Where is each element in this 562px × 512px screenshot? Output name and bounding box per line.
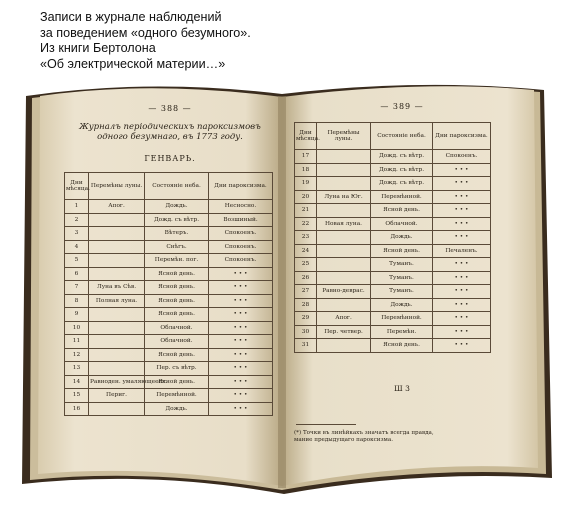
cell-sky: Ясной день. xyxy=(371,339,433,353)
cell-day: 22 xyxy=(295,217,317,231)
footnote-rule xyxy=(296,424,356,425)
table-row xyxy=(65,375,273,389)
table-row xyxy=(295,190,491,204)
cell-sky: Облачной. xyxy=(371,217,433,231)
cell-day: 26 xyxy=(295,271,317,285)
caption-line-1: Записи в журнале наблюдений xyxy=(40,10,222,24)
cell-paroxysm: • • • xyxy=(433,339,491,353)
cell-moon xyxy=(89,240,145,254)
page-number: — 388 — xyxy=(148,104,192,113)
cell-moon xyxy=(317,244,371,258)
cell-moon xyxy=(317,231,371,245)
cell-sky: Ясной день. xyxy=(145,308,209,322)
table-row xyxy=(295,298,491,312)
cell-moon: Апог. xyxy=(89,200,145,214)
cell-day: 7 xyxy=(65,281,89,295)
cell-paroxysm: • • • xyxy=(433,325,491,339)
cell-paroxysm: • • • xyxy=(209,321,273,335)
cell-paroxysm: • • • xyxy=(433,285,491,299)
cell-moon xyxy=(89,335,145,349)
cell-day: 1 xyxy=(65,200,89,214)
cell-day: 31 xyxy=(295,339,317,353)
cell-sky: Дожд. съ вѣтр. xyxy=(145,213,209,227)
cell-moon xyxy=(89,267,145,281)
cell-sky: Дожд. съ вѣтр. xyxy=(371,177,433,191)
cell-day: 11 xyxy=(65,335,89,349)
cell-paroxysm: Возшиный. xyxy=(209,213,273,227)
cell-sky: Дождь. xyxy=(145,402,209,416)
cell-moon xyxy=(89,362,145,376)
cell-moon xyxy=(317,258,371,272)
cell-sky: Ясной день. xyxy=(371,244,433,258)
table-row xyxy=(65,308,273,322)
cell-moon xyxy=(317,271,371,285)
cell-moon xyxy=(317,177,371,191)
cell-moon xyxy=(317,150,371,164)
cell-moon: Периг. xyxy=(89,389,145,403)
cell-sky: Перемѣнной. xyxy=(371,190,433,204)
cell-paroxysm: • • • xyxy=(433,177,491,191)
cell-paroxysm: • • • xyxy=(433,190,491,204)
cell-paroxysm: • • • xyxy=(433,298,491,312)
cell-paroxysm: • • • xyxy=(433,271,491,285)
table-header-row xyxy=(295,123,491,150)
header-moon: Перемѣны луны. xyxy=(89,173,145,200)
footnote-line-2: мание предыдущаго пароксизма. xyxy=(294,437,393,443)
cell-paroxysm: • • • xyxy=(433,204,491,218)
cell-day: 24 xyxy=(295,244,317,258)
cell-day: 29 xyxy=(295,312,317,326)
page-number: — 389 — xyxy=(380,102,424,111)
cell-paroxysm: • • • xyxy=(209,375,273,389)
cell-sky: Ясной день. xyxy=(145,375,209,389)
table-row xyxy=(65,335,273,349)
cell-moon: Пер. четвер. xyxy=(317,325,371,339)
cell-paroxysm: • • • xyxy=(209,294,273,308)
cell-moon: Равноден. умаляющееся. xyxy=(89,375,145,389)
table-row xyxy=(65,281,273,295)
cell-day: 8 xyxy=(65,294,89,308)
cell-day: 18 xyxy=(295,163,317,177)
cell-sky: Дожд. съ вѣтр. xyxy=(371,163,433,177)
cell-sky: Ясной день. xyxy=(145,281,209,295)
table-row xyxy=(295,177,491,191)
cell-paroxysm: • • • xyxy=(433,258,491,272)
cell-moon xyxy=(89,402,145,416)
table-row xyxy=(65,294,273,308)
table-row xyxy=(65,389,273,403)
cell-sky: Вѣтеръ. xyxy=(145,227,209,241)
cell-moon xyxy=(317,163,371,177)
cell-paroxysm: Спокоенъ. xyxy=(209,227,273,241)
table-row xyxy=(295,150,491,164)
table-row xyxy=(65,267,273,281)
cell-moon: Луна въ Сѣв. xyxy=(89,281,145,295)
cell-day: 2 xyxy=(65,213,89,227)
cell-sky: Дождь. xyxy=(371,298,433,312)
signature-mark: Ш 3 xyxy=(394,384,410,393)
header-paroxysm: Дни пароксизма. xyxy=(433,123,491,150)
table-row xyxy=(65,348,273,362)
cell-paroxysm: Спокоенъ. xyxy=(209,254,273,268)
header-day: Дни мѣсяца. xyxy=(65,173,89,200)
table-row xyxy=(65,200,273,214)
table-row xyxy=(295,258,491,272)
table-row xyxy=(65,213,273,227)
cell-moon xyxy=(317,339,371,353)
table-row xyxy=(65,240,273,254)
cell-paroxysm: • • • xyxy=(209,348,273,362)
footnote xyxy=(294,430,494,444)
cell-day: 6 xyxy=(65,267,89,281)
table-row xyxy=(65,362,273,376)
cell-sky: Перемѣнной. xyxy=(371,312,433,326)
table-row xyxy=(65,227,273,241)
cell-moon xyxy=(317,204,371,218)
journal-title xyxy=(60,122,280,142)
month-heading: ГЕНВАРЬ. xyxy=(144,154,196,163)
cell-day: 19 xyxy=(295,177,317,191)
cell-day: 5 xyxy=(65,254,89,268)
cell-moon xyxy=(89,227,145,241)
cell-moon xyxy=(317,298,371,312)
cell-sky: Перемѣн. пог. xyxy=(145,254,209,268)
cell-day: 4 xyxy=(65,240,89,254)
cell-paroxysm: Несносно. xyxy=(209,200,273,214)
cell-day: 3 xyxy=(65,227,89,241)
caption-line-4: «Об электрической материи…» xyxy=(40,56,226,71)
cell-paroxysm: Спокоенъ. xyxy=(209,240,273,254)
cell-paroxysm: • • • xyxy=(209,308,273,322)
cell-paroxysm: Печаленъ. xyxy=(433,244,491,258)
table-row xyxy=(295,271,491,285)
cell-sky: Перемѣн. xyxy=(371,325,433,339)
cell-sky: Облачной. xyxy=(145,335,209,349)
cell-paroxysm: • • • xyxy=(209,267,273,281)
cell-moon: Апог. xyxy=(317,312,371,326)
cell-moon: Полная луна. xyxy=(89,294,145,308)
cell-sky: Облачной. xyxy=(145,321,209,335)
caption-line-2: за поведением «одного безумного». xyxy=(40,25,251,40)
cell-moon: Луна на Юг. xyxy=(317,190,371,204)
cell-day: 14 xyxy=(65,375,89,389)
journal-title-line-1: Журналъ періодическихъ пароксизмовъ xyxy=(79,122,261,132)
header-paroxysm: Дни пароксизма. xyxy=(209,173,273,200)
cell-paroxysm: Спокоенъ. xyxy=(433,150,491,164)
cell-paroxysm: • • • xyxy=(209,281,273,295)
cell-day: 30 xyxy=(295,325,317,339)
cell-day: 12 xyxy=(65,348,89,362)
cell-day: 17 xyxy=(295,150,317,164)
header-day: Дни мѣсяца. xyxy=(295,123,317,150)
caption-line-3: Из книги Бертолона xyxy=(40,41,156,55)
table-row xyxy=(65,321,273,335)
cell-paroxysm: • • • xyxy=(433,217,491,231)
cell-sky: Снѣгъ. xyxy=(145,240,209,254)
table-row xyxy=(295,163,491,177)
cell-sky: Туманъ. xyxy=(371,285,433,299)
cell-moon: Равно-деврас. xyxy=(317,285,371,299)
cell-day: 28 xyxy=(295,298,317,312)
cell-day: 20 xyxy=(295,190,317,204)
cell-sky: Пер. съ вѣтр. xyxy=(145,362,209,376)
cell-day: 25 xyxy=(295,258,317,272)
cell-paroxysm: • • • xyxy=(209,362,273,376)
table-row xyxy=(65,254,273,268)
observation-table xyxy=(64,172,273,416)
cell-paroxysm: • • • xyxy=(209,335,273,349)
table-body xyxy=(295,150,491,353)
cell-day: 13 xyxy=(65,362,89,376)
cell-paroxysm: • • • xyxy=(433,312,491,326)
table-row xyxy=(295,204,491,218)
cell-sky: Ясной день. xyxy=(145,294,209,308)
table-row xyxy=(295,217,491,231)
cell-day: 27 xyxy=(295,285,317,299)
cell-moon xyxy=(89,254,145,268)
journal-title-line-2: одного безумнаго, въ 1773 году. xyxy=(97,132,243,142)
footnote-line-1: (*) Точки въ линѣйкахъ значатъ всегда правда, xyxy=(294,430,434,436)
table-body xyxy=(65,200,273,416)
table-row xyxy=(295,285,491,299)
table-row xyxy=(295,244,491,258)
cell-paroxysm: • • • xyxy=(209,402,273,416)
cell-sky: Дождь. xyxy=(371,231,433,245)
header-sky: Состояніе неба. xyxy=(371,123,433,150)
cell-sky: Ясной день. xyxy=(145,267,209,281)
cell-moon xyxy=(89,308,145,322)
table-row xyxy=(295,231,491,245)
right-page xyxy=(292,98,512,448)
cell-sky: Ясной день. xyxy=(371,204,433,218)
header-sky: Состояніе неба. xyxy=(145,173,209,200)
cell-day: 23 xyxy=(295,231,317,245)
left-page xyxy=(60,100,280,460)
table-row xyxy=(295,312,491,326)
table-row xyxy=(65,402,273,416)
cell-sky: Перемѣнной. xyxy=(145,389,209,403)
header-moon: Перемѣны луны. xyxy=(317,123,371,150)
cell-moon xyxy=(89,348,145,362)
cell-moon xyxy=(89,321,145,335)
cell-sky: Дождь. xyxy=(145,200,209,214)
cell-day: 16 xyxy=(65,402,89,416)
cell-moon xyxy=(89,213,145,227)
table-header-row xyxy=(65,173,273,200)
cell-paroxysm: • • • xyxy=(433,163,491,177)
cell-sky: Туманъ. xyxy=(371,271,433,285)
cell-day: 9 xyxy=(65,308,89,322)
cell-sky: Туманъ. xyxy=(371,258,433,272)
cell-day: 15 xyxy=(65,389,89,403)
cell-sky: Дожд. съ вѣтр. xyxy=(371,150,433,164)
cell-day: 21 xyxy=(295,204,317,218)
table-row xyxy=(295,325,491,339)
cell-sky: Ясной день. xyxy=(145,348,209,362)
cell-paroxysm: • • • xyxy=(209,389,273,403)
cell-day: 10 xyxy=(65,321,89,335)
table-row xyxy=(295,339,491,353)
cell-paroxysm: • • • xyxy=(433,231,491,245)
observation-table xyxy=(294,122,491,353)
cell-moon: Новая луна. xyxy=(317,217,371,231)
